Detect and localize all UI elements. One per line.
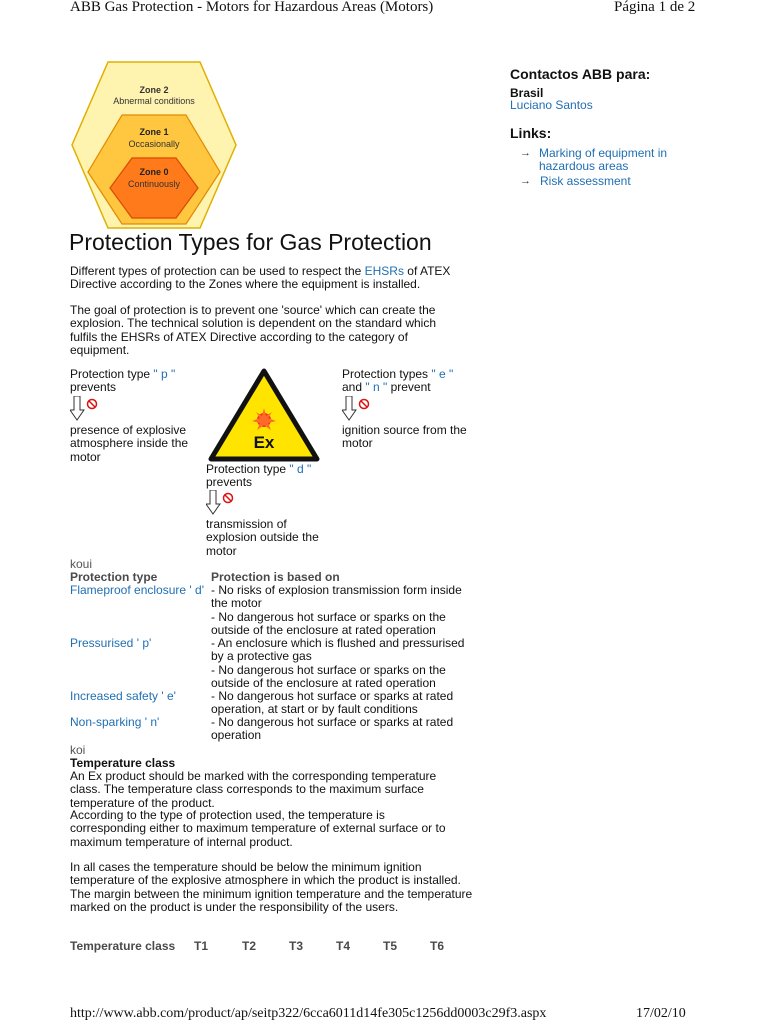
basis-line: - No dangerous hot surface or sparks on the outside of the enclosure at rated operation	[211, 662, 446, 691]
temperature-class-t2: T2	[242, 939, 257, 953]
table-row-basis-increased-safety	[211, 690, 476, 717]
temperature-class-t3: T3	[289, 939, 304, 953]
table-post-label: koi	[70, 743, 86, 757]
temperature-class-t4: T4	[336, 939, 351, 953]
diagram-center-label	[206, 463, 336, 490]
center-code-d: " d "	[289, 462, 312, 476]
left-code-p: " p "	[153, 367, 176, 381]
link-item-risk[interactable]	[520, 175, 690, 188]
table-row-basis-pressurised	[211, 637, 476, 691]
link-marking-equipment[interactable]: Marking of equipment in hazardous areas	[539, 146, 668, 174]
contact-country: Brasil	[510, 86, 544, 100]
center-prevents: prevents	[206, 475, 253, 490]
footer-date: 17/02/10	[636, 1006, 686, 1021]
temperature-class-t5: T5	[383, 939, 398, 953]
zone1-text: Occasionally	[128, 139, 180, 149]
table-row-basis-non-sparking	[211, 716, 476, 743]
right-and: and	[342, 380, 366, 395]
zone0-title: Zone 0	[139, 167, 169, 177]
basis-line: - No dangerous hot surface or sparks on the outside of the enclosure at rated operation	[211, 609, 446, 638]
zone1-title: Zone 1	[139, 127, 169, 137]
right-label-text: Protection types	[342, 367, 432, 381]
table-row-basis-flameproof	[211, 584, 476, 638]
basis-line: - An enclosure which is flushed and pressurised by a protective gas	[211, 636, 465, 664]
basis-line: - No dangerous hot surface or sparks at rated operation, at start or by fault conditions	[211, 689, 454, 717]
arrow-right-icon: →	[520, 147, 531, 159]
arrow-right-icon: →	[520, 175, 531, 187]
link-item-marking[interactable]	[520, 147, 690, 174]
temperature-paragraph-2: According to the type of protection used, the temperature is corresponding either to maximum temperature of external surface or to maximum temperature of internal product.	[70, 808, 446, 849]
intro-paragraph-1	[70, 265, 475, 292]
zone2-title: Zone 2	[139, 85, 169, 95]
temperature-paragraph-3: In all cases the temperature should be below the minimum ignition temperature of the explosive atmosphere in which the product is installed. The margin between the minimum ignition temperature and the temperature marked on the product is under the responsibility of the users.	[70, 860, 473, 915]
temperature-paragraph-1: An Ex product should be marked with the corresponding temperature class. The temperature class corresponds to the maximum surface temperature of the product.	[70, 769, 437, 810]
table-col-protection-basis: Protection is based on	[211, 570, 340, 584]
links-title: Links:	[510, 125, 552, 141]
contacts-title: Contactos ABB para:	[510, 66, 651, 82]
table-row-type-flameproof[interactable]: Flameproof enclosure ' d'	[70, 583, 204, 597]
temperature-class-t6: T6	[430, 939, 445, 953]
table-row-type-pressurised[interactable]: Pressurised ' p'	[70, 636, 152, 650]
page-title: Protection Types for Gas Protection	[69, 229, 432, 255]
intro1-text-b: of ATEX Directive according to the Zones where the equipment is installed.	[70, 264, 451, 292]
contact-name-link[interactable]: Luciano Santos	[510, 98, 593, 112]
diagram-left-label	[70, 368, 200, 395]
link-risk-assessment[interactable]: Risk assessment	[540, 174, 631, 188]
down-arrow-forbidden-icon	[206, 490, 238, 516]
ex-label: Ex	[253, 433, 275, 452]
header-page-number: Página 1 de 2	[614, 0, 696, 15]
left-prevents: prevents	[70, 380, 117, 395]
table-col-protection-type: Protection type	[70, 570, 158, 584]
temperature-row-label: Temperature class	[70, 939, 176, 953]
intro1-text-a: Different types of protection can be used to respect the	[70, 264, 365, 278]
zone2-text: Abnermal conditions	[113, 96, 195, 106]
intro-paragraph-2: The goal of protection is to prevent one 'source' which can create the explosion. The technical solution is dependent on the standard which fulfils the EHSRs of ATEX Directive according to the category of equipment.	[70, 303, 437, 358]
ex-warning-triangle-icon	[208, 368, 320, 462]
table-row-type-non-sparking[interactable]: Non-sparking ' n'	[70, 715, 160, 729]
ehsrs-link[interactable]: EHSRs	[364, 264, 404, 278]
down-arrow-forbidden-icon	[70, 396, 102, 422]
diagram-left-result: presence of explosive atmosphere inside the motor	[70, 423, 189, 464]
hazard-zones-diagram	[70, 60, 238, 230]
right-code-e: " e "	[431, 367, 454, 381]
temperature-class-t1: T1	[194, 939, 209, 953]
basis-line: - No dangerous hot surface or sparks at rated operation	[211, 715, 454, 743]
header-title: ABB Gas Protection - Motors for Hazardous Areas (Motors)	[70, 0, 434, 15]
table-row-type-increased-safety[interactable]: Increased safety ' e'	[70, 689, 176, 703]
footer-url: http://www.abb.com/product/ap/seitp322/6cca6011d14fe305c1256dd0003c29f3.aspx	[70, 1006, 547, 1021]
temperature-title: Temperature class	[70, 756, 176, 770]
right-code-n: " n "	[365, 380, 388, 395]
diagram-right-result: ignition source from the motor	[342, 423, 467, 451]
center-label-text: Protection type	[206, 462, 290, 476]
left-label-text: Protection type	[70, 367, 154, 381]
basis-line: - No risks of explosion transmission form inside the motor	[211, 583, 462, 611]
down-arrow-forbidden-icon	[342, 396, 374, 422]
right-prevent: prevent	[387, 380, 431, 395]
diagram-right-label	[342, 368, 477, 395]
zone0-text: Continuously	[127, 179, 181, 189]
diagram-center-result: transmission of explosion outside the motor	[206, 517, 319, 558]
table-pre-label: koui	[70, 557, 93, 571]
